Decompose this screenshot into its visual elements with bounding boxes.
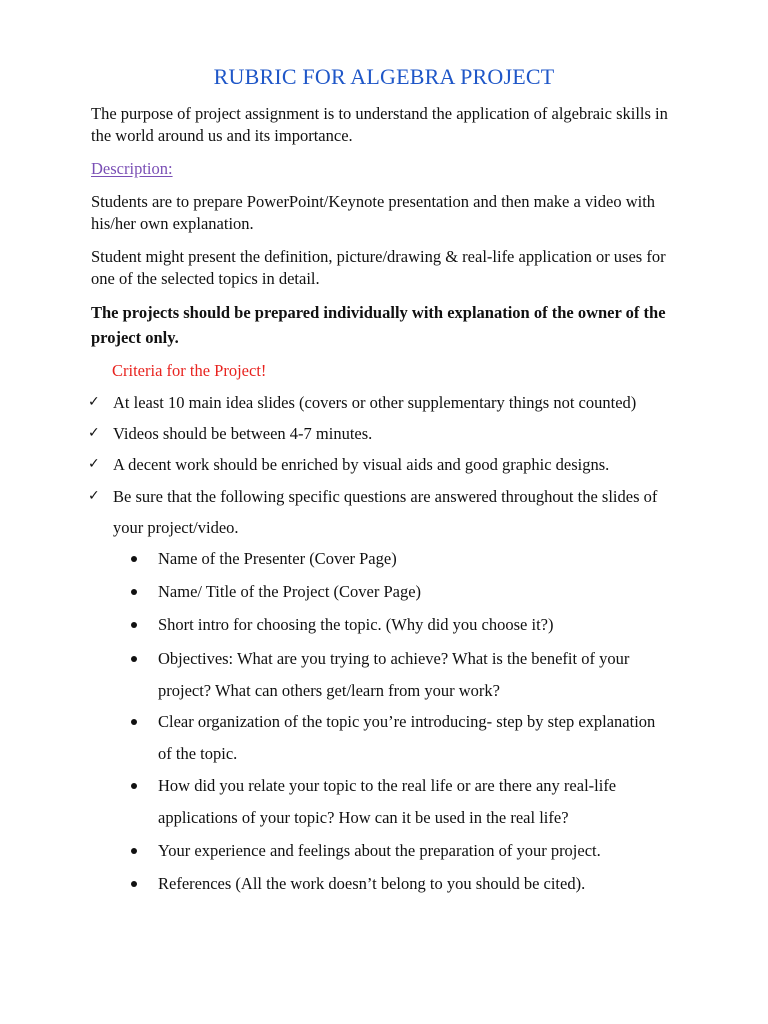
question-item (131, 543, 671, 575)
description-paragraph-2: Student might present the definition, picture/drawing & real-life application or uses for one of the selected topics in detail. (91, 247, 666, 288)
question-item (131, 609, 671, 641)
question-item (131, 868, 671, 900)
bullet-icon (131, 556, 137, 562)
bullet-icon (131, 783, 137, 789)
bullet-icon (131, 656, 137, 662)
purpose-paragraph: The purpose of project assignment is to understand the application of algebraic skills in the world around us and its importance. (91, 104, 668, 145)
description-heading: Description: (91, 159, 173, 178)
criteria-item (88, 387, 688, 418)
question-item-text: Name of the Presenter (Cover Page) (158, 549, 397, 568)
criteria-item-text: A decent work should be enriched by visual aids and good graphic designs. (113, 455, 610, 474)
question-item-text: Objectives: What are you trying to achieve? What is the benefit of your project? What can others get/learn from your work? (158, 649, 630, 700)
question-item-text: How did you relate your topic to the real life or are there any real-life applications of your topic? How can it be used in the real life? (158, 776, 617, 827)
individual-note: The projects should be prepared individually with explanation of the owner of the project only. (91, 303, 666, 347)
check-icon: ✓ (88, 456, 100, 472)
description-paragraph-1: Students are to prepare PowerPoint/Keynote presentation and then make a video with his/her own explanation. (91, 192, 656, 233)
question-item (131, 643, 671, 707)
criteria-item-text: At least 10 main idea slides (covers or other supplementary things not counted) (113, 393, 637, 412)
criteria-item (88, 449, 688, 480)
bullet-icon (131, 622, 137, 628)
question-item-text: Clear organization of the topic you’re introducing- step by step explanation of the topic. (158, 712, 656, 763)
criteria-item (88, 418, 688, 449)
question-item-text: References (All the work doesn’t belong to you should be cited). (158, 874, 586, 893)
criteria-heading: Criteria for the Project! (112, 361, 267, 380)
question-item-text: Short intro for choosing the topic. (Why did you choose it?) (158, 615, 554, 634)
criteria-item (88, 481, 688, 543)
question-item (131, 770, 671, 834)
check-icon: ✓ (88, 488, 100, 504)
check-icon: ✓ (88, 425, 100, 441)
question-item (131, 576, 671, 608)
bullet-icon (131, 719, 137, 725)
question-item (131, 835, 671, 867)
bullet-icon (131, 881, 137, 887)
document-title: RUBRIC FOR ALGEBRA PROJECT (213, 64, 555, 89)
check-icon: ✓ (88, 394, 100, 410)
criteria-item-text: Be sure that the following specific questions are answered throughout the slides of your project/video. (113, 487, 658, 537)
question-item-text: Your experience and feelings about the preparation of your project. (158, 841, 601, 860)
criteria-item-text: Videos should be between 4-7 minutes. (113, 424, 373, 443)
question-item (131, 706, 671, 770)
bullet-icon (131, 848, 137, 854)
bullet-icon (131, 589, 137, 595)
question-item-text: Name/ Title of the Project (Cover Page) (158, 582, 422, 601)
